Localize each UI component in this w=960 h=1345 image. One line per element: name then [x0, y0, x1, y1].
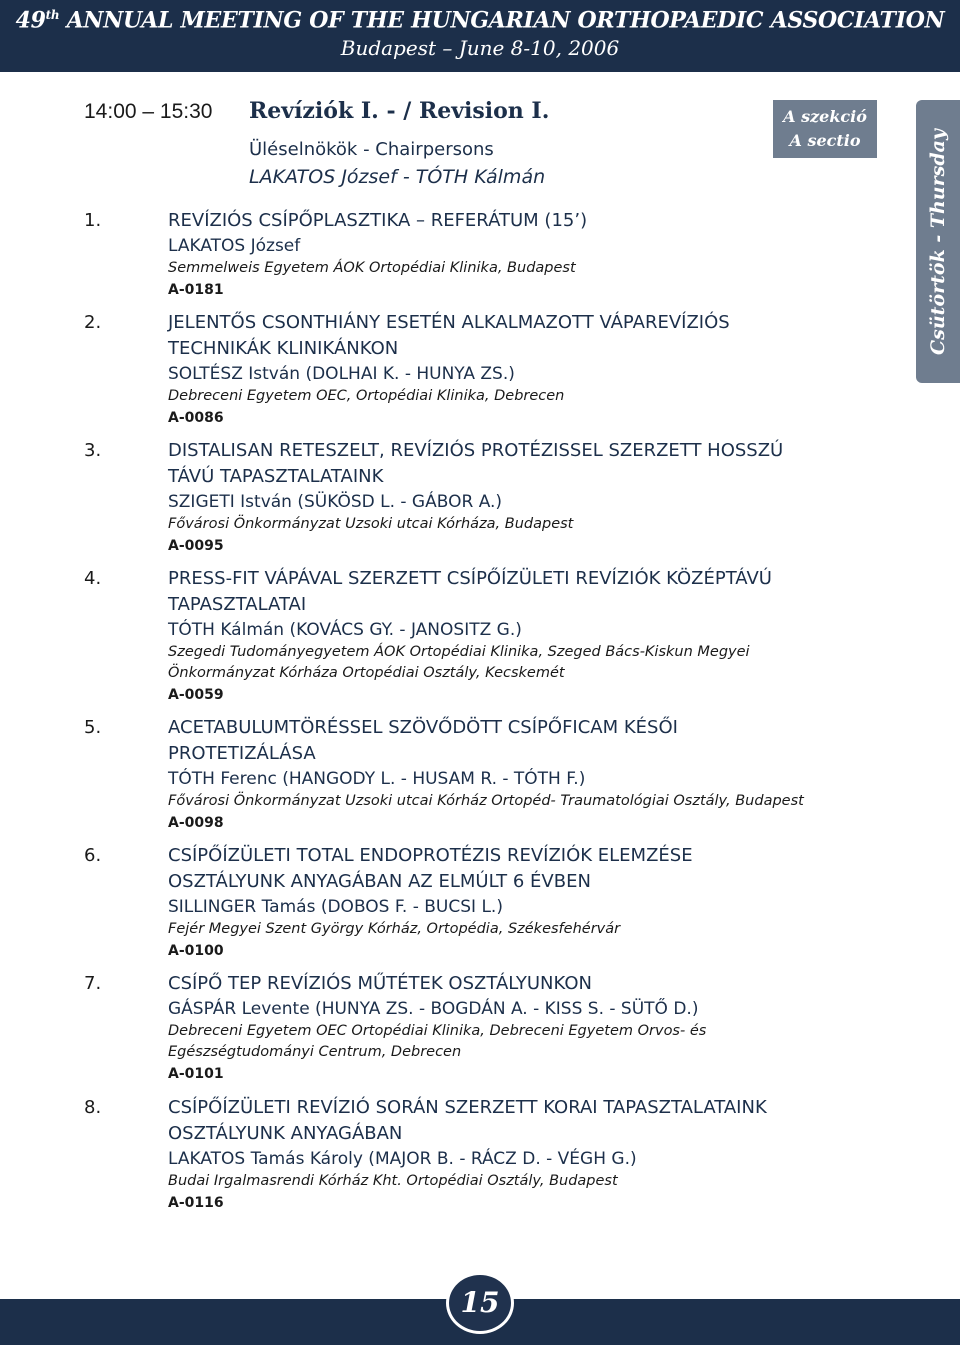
item-institution: Fejér Megyei Szent György Kórház, Ortopédia, Székesfehérvár: [168, 921, 621, 937]
item-title: CSÍPŐÍZÜLETI REVÍZIÓ SORÁN SZERZETT KORAI TAPASZTALATAINK: [168, 1097, 767, 1118]
item-institution: Egészségtudományi Centrum, Debrecen: [168, 1044, 462, 1060]
item-title: PRESS-FIT VÁPÁVAL SZERZETT CSÍPŐÍZÜLETI REVÍZIÓK KÖZÉPTÁVÚ: [168, 568, 772, 589]
item-institution: Fővárosi Önkormányzat Uzsoki utcai Kórháza, Budapest: [168, 516, 574, 532]
item-authors: TÓTH Kálmán (KOVÁCS GY. - JANOSITZ G.): [168, 620, 522, 640]
item-institution: Fővárosi Önkormányzat Uzsoki utcai Kórház Ortopéd- Traumatológiai Osztály, Budapest: [168, 793, 804, 809]
item-number: 1.: [84, 210, 102, 231]
item-institution: Debreceni Egyetem OEC, Ortopédiai Klinika, Debrecen: [168, 388, 565, 404]
item-title: TECHNIKÁK KLINIKÁNKON: [168, 338, 399, 359]
item-number: 3.: [84, 440, 102, 461]
item-title: TAPASZTALATAI: [168, 594, 307, 615]
item-title: DISTALISAN RETESZELT, REVÍZIÓS PROTÉZISSEL SZERZETT HOSSZÚ: [168, 440, 784, 461]
item-title: OSZTÁLYUNK ANYAGÁBAN AZ ELMÚLT 6 ÉVBEN: [168, 871, 591, 892]
item-authors: SZIGETI István (SÜKÖSD L. - GÁBOR A.): [168, 492, 503, 512]
item-institution: Önkormányzat Kórháza Ortopédiai Osztály, Kecskemét: [168, 665, 565, 681]
item-institution: Debreceni Egyetem OEC Ortopédiai Klinika, Debreceni Egyetem Orvos- és: [168, 1023, 707, 1039]
item-institution: Budai Irgalmasrendi Kórház Kht. Ortopédiai Osztály, Budapest: [168, 1173, 618, 1189]
item-institution: Szegedi Tudományegyetem ÁOK Ortopédiai Klinika, Szeged Bács-Kiskun Megyei: [168, 644, 750, 660]
program-item: [84, 438, 864, 557]
program-item: [84, 1095, 864, 1214]
item-number: 7.: [84, 973, 102, 994]
item-abstract-code: A-0086: [168, 410, 224, 426]
program-item: [84, 208, 864, 301]
item-authors: LAKATOS József: [168, 236, 301, 256]
program-item: [84, 566, 864, 706]
item-number: 6.: [84, 845, 102, 866]
item-title: CSÍPŐ TEP REVÍZIÓS MŰTÉTEK OSZTÁLYUNKON: [168, 973, 592, 994]
day-tab: [916, 100, 960, 383]
item-title: TÁVÚ TAPASZTALATAINK: [168, 466, 384, 487]
section-label-hu: A szekció: [783, 107, 867, 126]
item-authors: TÓTH Ferenc (HANGODY L. - HUSAM R. - TÓTH F.): [168, 769, 586, 789]
item-abstract-code: A-0059: [168, 687, 224, 703]
program-item: [84, 971, 864, 1085]
item-title: PROTETIZÁLÁSA: [168, 743, 316, 764]
item-authors: SOLTÉSZ István (DOLHAI K. - HUNYA ZS.): [168, 364, 515, 384]
item-title: CSÍPŐÍZÜLETI TOTAL ENDOPROTÉZIS REVÍZIÓK ELEMZÉSE: [168, 845, 693, 866]
item-title: JELENTŐS CSONTHIÁNY ESETÉN ALKALMAZOTT VÁPAREVÍZIÓS: [168, 312, 730, 333]
meeting-title: 49th ANNUAL MEETING OF THE HUNGARIAN ORTHOPAEDIC ASSOCIATION: [15, 7, 945, 34]
program-item: [84, 310, 864, 429]
item-authors: LAKATOS Tamás Károly (MAJOR B. - RÁCZ D. - VÉGH G.): [168, 1149, 637, 1169]
item-number: 4.: [84, 568, 102, 589]
day-tab-label: Csütörtök - Thursday: [927, 128, 949, 355]
item-authors: SILLINGER Tamás (DOBOS F. - BUCSI L.): [168, 897, 503, 917]
meeting-subtitle: Budapest – June 8-10, 2006: [340, 36, 620, 61]
section-badge: [773, 100, 877, 158]
page-header: [0, 0, 960, 72]
item-number: 5.: [84, 717, 102, 738]
item-abstract-code: A-0098: [168, 815, 224, 831]
chairpersons-names: LAKATOS József - TÓTH Kálmán: [249, 166, 546, 188]
program-item: [84, 843, 864, 962]
chairpersons-label: Üléselnökök - Chairpersons: [249, 139, 494, 160]
item-number: 8.: [84, 1097, 102, 1118]
item-institution: Semmelweis Egyetem ÁOK Ortopédiai Klinika, Budapest: [168, 260, 576, 276]
item-title: ACETABULUMTÖRÉSSEL SZÖVŐDÖTT CSÍPŐFICAM KÉSŐI: [168, 717, 678, 738]
item-title: OSZTÁLYUNK ANYAGÁBAN: [168, 1123, 403, 1144]
section-label-la: A sectio: [789, 131, 861, 150]
item-title: REVÍZIÓS CSÍPŐPLASZTIKA – REFERÁTUM (15’): [168, 210, 588, 231]
program-item: [84, 715, 864, 834]
session-time: 14:00 – 15:30: [84, 100, 213, 123]
item-abstract-code: A-0181: [168, 282, 224, 298]
session-title: Revíziók I. - / Revision I.: [249, 98, 550, 124]
item-number: 2.: [84, 312, 102, 333]
item-authors: GÁSPÁR Levente (HUNYA ZS. - BOGDÁN A. - KISS S. - SÜTŐ D.): [168, 999, 699, 1019]
item-abstract-code: A-0101: [168, 1066, 224, 1082]
item-abstract-code: A-0095: [168, 538, 224, 554]
item-abstract-code: A-0116: [168, 1195, 224, 1211]
page-number: 15: [446, 1272, 514, 1334]
item-abstract-code: A-0100: [168, 943, 224, 959]
